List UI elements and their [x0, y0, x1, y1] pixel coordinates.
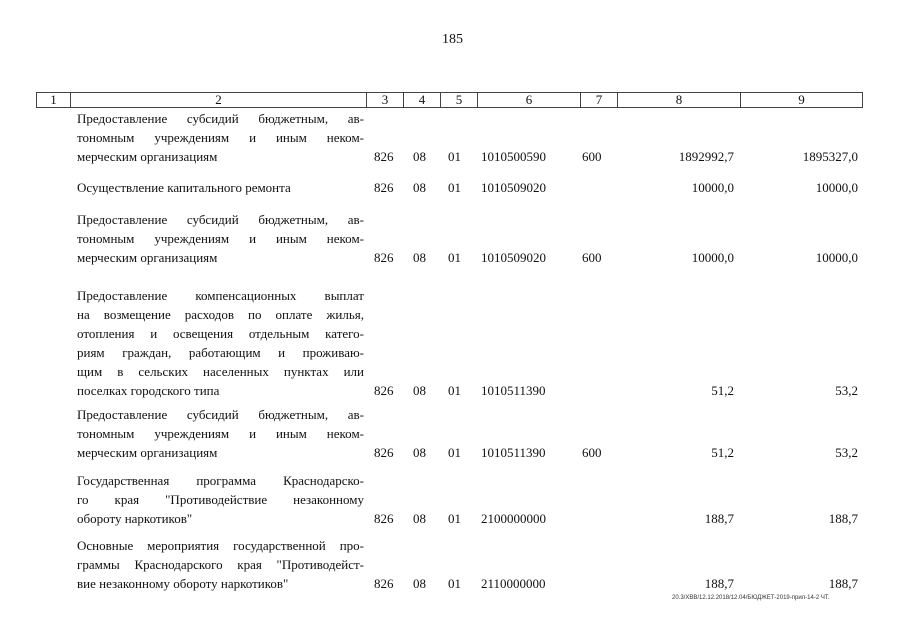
- cell-target-article: 1010500590: [481, 149, 546, 164]
- cell-subsection: 01: [448, 383, 461, 398]
- cell-section: 08: [413, 576, 426, 591]
- description-line: тономным учреждениям и иным неком-: [77, 130, 364, 145]
- cell-subsection: 01: [448, 149, 461, 164]
- cell-subsection: 01: [448, 250, 461, 265]
- description-line: мерческим организациям: [77, 250, 218, 265]
- document-footer-code: 20.3/ХВВ/12.12.2018/12.04/БЮДЖЕТ-2019-прил-14-2 ЧТ.: [672, 595, 830, 601]
- table-row: [0, 405, 905, 462]
- description-line: тономным учреждениям и иным неком-: [77, 231, 364, 246]
- description-line: Предоставление субсидий бюджетным, ав-: [77, 407, 364, 422]
- cell-amount-2019: 51,2: [711, 445, 734, 460]
- cell-section: 08: [413, 383, 426, 398]
- cell-amount-2020: 188,7: [828, 511, 858, 526]
- table-row: [0, 471, 905, 528]
- row-description: [77, 286, 364, 400]
- description-line: отопления и освещения отдельным катего-: [77, 326, 364, 341]
- cell-ministry: 826: [374, 250, 394, 265]
- description-line: Предоставление субсидий бюджетным, ав-: [77, 212, 364, 227]
- cell-subsection: 01: [448, 576, 461, 591]
- cell-expense-type: 600: [582, 149, 602, 164]
- column-number-header: [36, 92, 863, 108]
- table-row: [0, 178, 905, 198]
- cell-section: 08: [413, 511, 426, 526]
- cell-amount-2020: 10000,0: [815, 250, 858, 265]
- cell-section: 08: [413, 149, 426, 164]
- cell-ministry: 826: [374, 180, 394, 195]
- cell-subsection: 01: [448, 180, 461, 195]
- cell-expense-type: 600: [582, 445, 602, 460]
- description-line: Основные мероприятия государственной про-: [77, 538, 364, 553]
- cell-amount-2020: 10000,0: [815, 180, 858, 195]
- description-line: щим в сельских населенных пунктах или: [77, 364, 364, 379]
- description-line: мерческим организациям: [77, 149, 218, 164]
- cell-target-article: 1010511390: [481, 445, 546, 460]
- table-row: [0, 210, 905, 267]
- description-line: на возмещение расходов по оплате жилья,: [77, 307, 364, 322]
- description-line: тономным учреждениям и иным неком-: [77, 426, 364, 441]
- row-description: [77, 471, 364, 528]
- header-col-7: 7: [581, 93, 618, 108]
- header-col-1: 1: [37, 93, 71, 108]
- cell-amount-2019: 10000,0: [691, 250, 734, 265]
- row-description: [77, 405, 364, 462]
- description-line: обороту наркотиков": [77, 511, 193, 526]
- cell-target-article: 2100000000: [481, 511, 546, 526]
- row-description: [77, 210, 364, 267]
- cell-subsection: 01: [448, 445, 461, 460]
- cell-amount-2020: 188,7: [828, 576, 858, 591]
- description-line: Предоставление субсидий бюджетным, ав-: [77, 111, 364, 126]
- header-col-4: 4: [404, 93, 441, 108]
- row-description: [77, 178, 364, 197]
- description-line: Государственная программа Краснодарско-: [77, 473, 364, 488]
- cell-ministry: 826: [374, 576, 394, 591]
- page-number: 185: [442, 32, 463, 47]
- description-line: Осуществление капитального ремонта: [77, 180, 291, 195]
- cell-amount-2019: 188,7: [704, 576, 734, 591]
- cell-amount-2019: 10000,0: [691, 180, 734, 195]
- cell-amount-2020: 1895327,0: [802, 149, 858, 164]
- cell-amount-2019: 51,2: [711, 383, 734, 398]
- cell-ministry: 826: [374, 445, 394, 460]
- header-col-6: 6: [478, 93, 581, 108]
- cell-amount-2019: 1892992,7: [678, 149, 734, 164]
- row-description: [77, 109, 364, 166]
- description-line: Предоставление компенсационных выплат: [77, 288, 364, 303]
- cell-target-article: 2110000000: [481, 576, 546, 591]
- cell-section: 08: [413, 250, 426, 265]
- header-col-9: 9: [741, 93, 863, 108]
- description-line: риям граждан, работающим и проживаю-: [77, 345, 364, 360]
- header-col-5: 5: [441, 93, 478, 108]
- cell-section: 08: [413, 180, 426, 195]
- cell-ministry: 826: [374, 383, 394, 398]
- description-line: го края "Противодействие незаконному: [77, 492, 364, 507]
- description-line: вие незаконному обороту наркотиков": [77, 576, 289, 591]
- table-row: [0, 109, 905, 166]
- cell-section: 08: [413, 445, 426, 460]
- cell-target-article: 1010509020: [481, 250, 546, 265]
- table-row: [0, 536, 905, 593]
- description-line: граммы Краснодарского края "Противодейст-: [77, 557, 364, 572]
- description-line: поселках городского типа: [77, 383, 220, 398]
- description-line: мерческим организациям: [77, 445, 218, 460]
- table-row: [0, 286, 905, 400]
- header-col-8: 8: [618, 93, 741, 108]
- cell-amount-2020: 53,2: [835, 383, 858, 398]
- cell-ministry: 826: [374, 149, 394, 164]
- header-col-3: 3: [367, 93, 404, 108]
- cell-subsection: 01: [448, 511, 461, 526]
- header-col-2: 2: [71, 93, 367, 108]
- cell-amount-2019: 188,7: [704, 511, 734, 526]
- cell-target-article: 1010509020: [481, 180, 546, 195]
- cell-ministry: 826: [374, 511, 394, 526]
- cell-target-article: 1010511390: [481, 383, 546, 398]
- row-description: [77, 536, 364, 593]
- cell-amount-2020: 53,2: [835, 445, 858, 460]
- cell-expense-type: 600: [582, 250, 602, 265]
